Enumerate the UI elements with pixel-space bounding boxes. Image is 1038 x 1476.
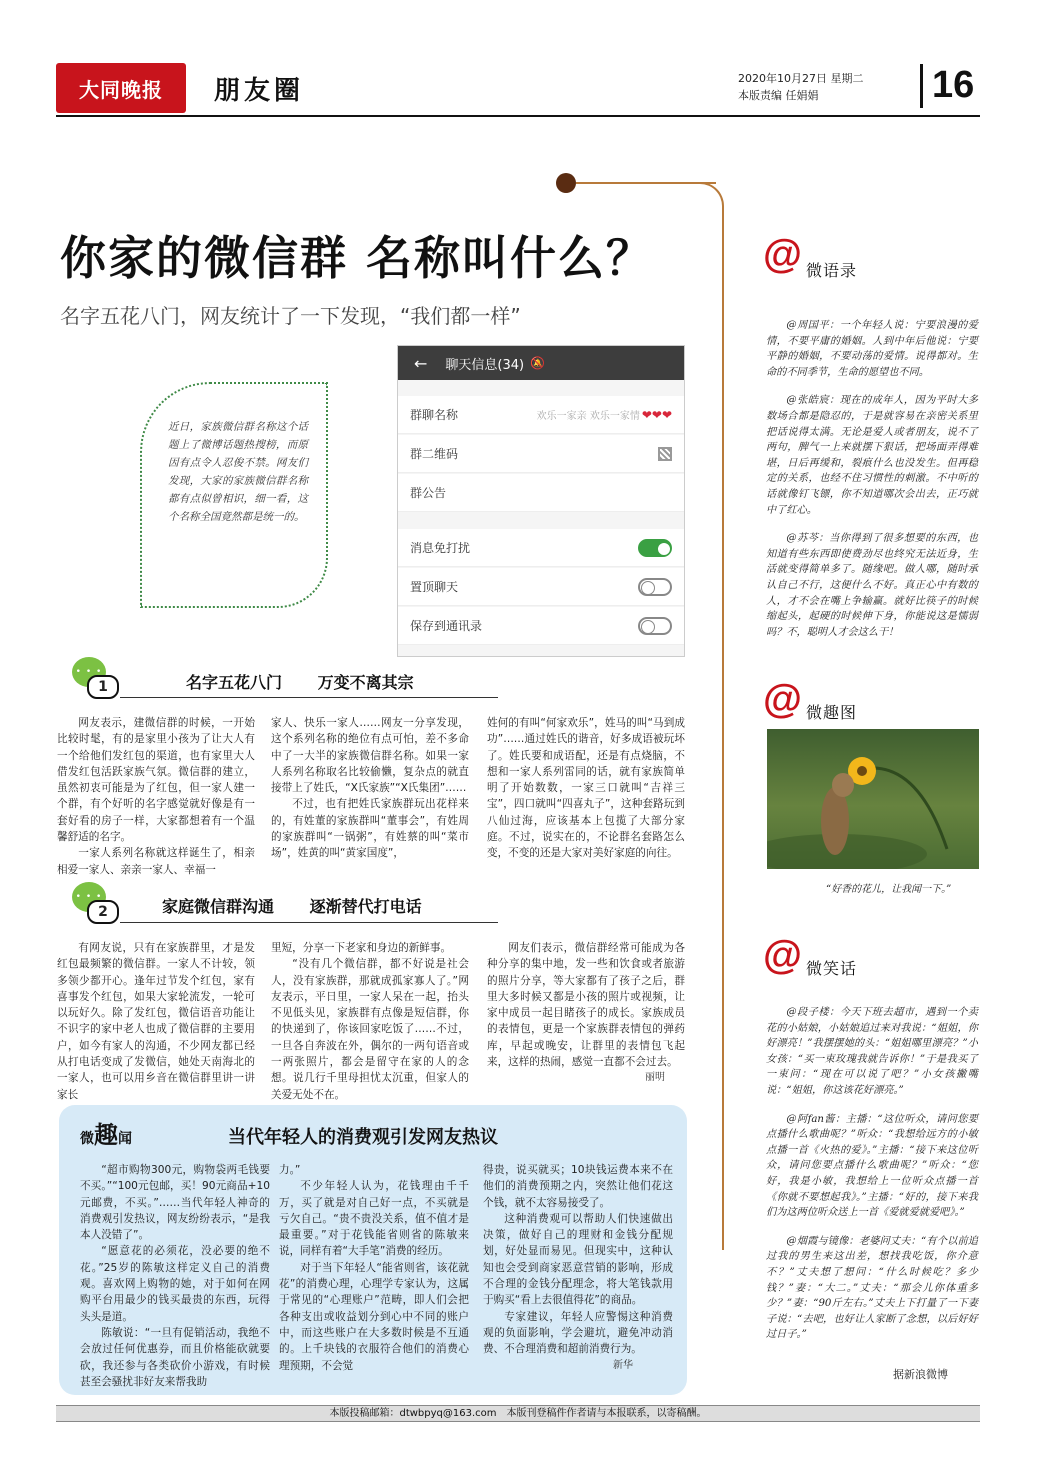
- byline: 丽明: [645, 1072, 665, 1084]
- paragraph: 网友们表示，微信群经常可能成为各种分享的集中地，发一些和饮食或者旅游的照片分享，等大家都有了孩子之后，群里大多时候又都是小孩的照片或视频，让家中成员一起目睹孩子的成长。家族成员的表情包，更是一个家族群表情包的弹药库，早起或晚安，让群里的表情包飞起来，这样的热闹，感觉一直都不会过去。: [487, 942, 685, 1069]
- pin-toggle: [638, 578, 672, 596]
- qrcode-icon: [658, 447, 672, 461]
- intro-text: 近日，家族微信群名称这个话题上了微博话题热搜榜，而原因有点令人忍俊不禁。网友们发现，大家的家族微信群名称都有点似曾相识，细一看，这个名称全国竟然都是统一的。: [168, 421, 308, 523]
- paragraph: 姓何的有叫“何家欢乐”，姓马的叫“马到成功”……通过姓氏的谐音，好多成语被玩坏了。姓氏要和成语配，还是有点烧脑，不想和一家人系列雷同的话，就有家族简单明了开始数数，一家三口就叫“吉祥三宝”，四口就叫“四喜丸子”，这种套路玩到八仙过海，应该基本上包揽了大部分家庭。不过，说实在的，不论群名套路怎么变，不变的还是大家对美好家庭的向往。: [487, 717, 685, 860]
- group-name-value: 欢乐一家亲 欢乐一家情: [536, 411, 640, 422]
- intro-box: [140, 382, 328, 608]
- sidebar-source: 据新浪微博: [893, 1368, 948, 1381]
- wechat-screenshot: [397, 345, 685, 657]
- sidebar-weiyu-text: [766, 318, 978, 653]
- box-col2: [279, 1162, 469, 1374]
- section-title: 家庭微信群沟通 逐渐替代打电话: [162, 897, 422, 916]
- row-group-notice: [398, 474, 684, 512]
- section1-col1: [57, 715, 255, 878]
- paragraph: 网友表示，建微信群的时候，一开始比较时髦，有的是家里小孩为了让大人有一个给他们发红包的渠道，也有家里大人借发红包活跃家族气氛。微信群的建立，虽然初衷可能是为了红包，但一家人建一个群，有个好听的名字感觉就好像是有一套好看的房子一样，大家都想着有一个温馨舒适的名字。: [57, 717, 255, 844]
- paragraph: 里短，分享一下老家和身边的新鲜事。: [271, 942, 452, 954]
- section2-col1: [57, 940, 255, 1103]
- mute-toggle: [638, 539, 672, 557]
- byline: 新华: [613, 1359, 633, 1371]
- at-icon: @: [763, 933, 803, 977]
- paragraph: 不少年轻人认为，花钱理由千千万，买了就是对自己好一点，不买就是亏欠自己。“贵不贵没关系，值不值才是最重要。”对于花钱能省则省的陈敏来说，同样有着“大手笔”消费的经历。: [279, 1180, 469, 1258]
- section1-col3: [487, 715, 685, 862]
- footer-bar: 本版投稿邮箱：dtwbpyq@163.com 本版刊登稿件作者请与本报联系，以寄稿酬。: [56, 1405, 980, 1422]
- section-number: 2: [87, 900, 119, 924]
- sidebar-title-weixiao: 微笑话: [806, 959, 858, 978]
- page-editor: 本版责编 任娟娟: [738, 89, 819, 102]
- paragraph: 一家人系列名称就这样诞生了，相亲相爱一家人、亲亲一家人、幸福一: [57, 847, 255, 876]
- at-icon: @: [763, 232, 803, 276]
- paragraph: 这种消费观可以帮助人们快速做出决策，做好自己的理财和金钱分配规划，好处显而易见。但现实中，这种认知也会受到商家恶意营销的影响，形成不合理的金钱分配理念，将大笔钱款用于购买“看上去很值得花”的商品。: [483, 1212, 673, 1307]
- joke-entry: @段子楼：今天下班去超市，遇到一个卖花的小姑娘，小姑娘追过来对我说：“姐姐，你好漂亮！”我摆摆她的头：“姐姐哪里漂亮？”小女孩：“买一束玫瑰我就告诉你！”于是我买了一束问：“现在可以说了吧？”小女孩撇嘴说：“姐姐，你这该花好漂亮。”: [766, 1007, 978, 1096]
- masthead-rule: [56, 115, 980, 117]
- decor-curve: [700, 182, 724, 212]
- row-label: 保存到通讯录: [410, 619, 483, 633]
- paragraph: 专家建议，年轻人应警惕这种消费观的负面影响，学会避坑，避免冲动消费、不合理消费和超前消费行为。: [483, 1310, 673, 1356]
- paragraph: “超市购物300元，购物袋两毛钱要不买。”“100元包邮，买！90元商品+10元邮费，不买。”……当代年轻人神奇的消费观引发热议，网友纷纷表示，“是我本人没错了”。: [80, 1164, 270, 1242]
- paragraph: 力。”: [279, 1164, 301, 1176]
- joke-entry: @阿fan酱：主播：“这位听众，请问您要点播什么歌曲呢？”听众：“我想给远方的小敏点播一首《火热的爱》。”主播：“接下来这位听众，请问您要点播什么歌曲呢？”听众：“您好，我是小敏，我想给上一位听众点播一首《你就不要想起我》。”主播：“好的，接下来我们为这两位听众送上一首《爱就爱就爱吧》。”: [766, 1113, 978, 1219]
- row-label: 群公告: [410, 486, 447, 500]
- row-label: 置顶聊天: [410, 580, 459, 594]
- newspaper-logo: 大同晚报: [56, 63, 186, 113]
- paragraph: 家人、快乐一家人……网友一分享发现，这个系列名称的绝位有点可怕，差不多命中了一大半的家族微信群名称。如果一家人系列名称取名比较偷懒，复杂点的就直接带上了姓氏，“X氏家族”“X氏集团”……: [271, 717, 469, 795]
- row-group-qrcode: [398, 435, 684, 473]
- paragraph: 对于当下年轻人“能省则省，该花就花”的消费心理，心理学专家认为，这属于常见的“心理账户”范畴，即人们会把各种支出或收益划分到心中不同的账户中，而这些账户在大多数时候是不互通的。上千块钱的衣服符合他们的消费心理预期，不会觉: [279, 1261, 469, 1372]
- row-save-contacts: [398, 607, 684, 645]
- box-col1: [80, 1162, 270, 1390]
- section-number: 1: [87, 675, 119, 699]
- paragraph: 陈敏说：“一旦有促销活动，我绝不会放过任何优惠券，而且价格能砍就要砍，我还参与各类砍价小游戏，有时候甚至会骚扰非好友来帮我助: [80, 1326, 270, 1388]
- article-headline: 你家的微信群 名称叫什么？: [60, 231, 655, 285]
- box-title: 当代年轻人的消费观引发网友热议: [228, 1127, 498, 1148]
- sidebar-title-weiyu: 微语录: [806, 261, 858, 280]
- sidebar-title-weiqu: 微趣图: [806, 703, 858, 722]
- page-number: 16: [932, 64, 975, 106]
- paragraph: 有网友说，只有在家族群里，才是发红包最频繁的微信群。一家人不计较，领多领少都开心。逢年过节发个红包，家有喜事发个红包，如果大家轮流发，一轮可以玩好久。除了发红包，微信语音功能让不识字的家中老人也成了微信群的主要用户，如今有家人的沟通，不少网友都已经从打电话变成了发微信，她处天南海北的一家人，也可以用乡音在微信群里讲一讲家长: [57, 942, 255, 1101]
- heart-icon: ❤❤❤: [641, 407, 672, 422]
- paragraph: “没有几个微信群，都不好说是社会人，没有家族群，那就成孤家寡人了。”网友表示，平日里，一家人呆在一起，抬头不见低头见，家族群有点像是短信群，你的快递到了，你该回家吃饭了……不过，一旦各自奔波在外，偶尔的一两句语音或一两张照片，都会是留守在家的人的念想。说几行千里母担忧太沉重，但家人的关爱无处不在。: [271, 958, 469, 1101]
- section1-col2: [271, 715, 469, 862]
- microblog-entry: @张皓宸：现在的成年人，因为平时大多数场合都是隐忍的，于是就容易在亲密关系里把话说得太满。无论是爱人或者朋友，说不了两句，脾气一上来就摆下狠话，把场面弄得难堪，日后再缓和，裂痕什么也没发生。但再稳定的关系，也经不住习惯性的刺激。不中听的话就像钉飞镖，你不知道哪次会出去，正巧就中了红心。: [766, 395, 978, 516]
- row-label: 群聊名称: [410, 408, 459, 422]
- decor-vertical-line: [722, 210, 724, 1250]
- microblog-entry: @苏芩：当你得到了很多想要的东西，也知道有些东西即使费劲尽也终究无法近身，生活就变得简单多了。随缘吧。做人哪，随时承认自己不行，这便什么不好。真正心中有数的人，才不会在嘴上争输赢。就好比筷子的时候缩起头，起硬的时候伸下身，你能说这是懦弱吗？不，聪明人才会这么干！: [766, 533, 978, 638]
- wechat-title-bar: [398, 346, 684, 380]
- save-toggle: [638, 617, 672, 635]
- section-rule: [120, 922, 498, 923]
- section-title: 名字五花八门 万变不离其宗: [186, 673, 414, 692]
- chat-info-title: 聊天信息(34): [445, 357, 525, 373]
- paragraph: 得贵，说买就买；10块钱运费本来不在他们的消费预期之内，突然让他们花这个钱，就不太容易接受了。: [483, 1164, 673, 1209]
- section2-col2: [271, 940, 469, 1103]
- row-pin: [398, 568, 684, 606]
- photo-illustration: [767, 729, 979, 869]
- sidebar-weixiao-text: [766, 1005, 978, 1356]
- photo-caption: “好香的花儿，让我闻一下。”: [826, 884, 952, 895]
- box-col3: [483, 1162, 673, 1374]
- at-icon: @: [763, 677, 803, 721]
- tag-char: 微: [80, 1131, 94, 1147]
- paragraph: “愿意花的必须花，没必要的绝不花。”25岁的陈敏这样定义自己的消费观。喜欢网上购物的她，对于如何在网购平台用最少的钱买最贵的东西，玩得头头是道。: [80, 1245, 270, 1323]
- microblog-entry: @周国平：一个年轻人说：宁要浪漫的爱情，不要平庸的婚姻。人到中年后他说：宁要平静的婚姻，不要动荡的爱情。说得都对。生命的不同季节，生命的愿望也不同。: [766, 320, 978, 378]
- section-name: 朋友圈: [214, 76, 305, 106]
- row-mute: [398, 529, 684, 567]
- row-label: 消息免打扰: [410, 541, 471, 555]
- tag-char-big: 趣: [94, 1120, 118, 1149]
- joke-entry: @烟霞与镜像：老婆问丈夫：“有个以前追过我的男生来这出差，想找我吃饭，你介意不？”丈夫想了想问：“什么时候吃？多少钱？”妻：“大二。”丈夫：“那会儿你体重多少？”妻：“90斤左右。”丈夫上下打量了一下妻子说：“去吧，也好让人家断了念想，以后好好过日子。”: [766, 1235, 978, 1341]
- masthead-divider: [920, 64, 923, 108]
- issue-date: 2020年10月27日 星期二: [738, 72, 864, 85]
- article-subheadline: 名字五花八门，网友统计了一下发现，“我们都一样”: [60, 304, 521, 328]
- row-group-name: [398, 396, 684, 434]
- row-label: 群二维码: [410, 447, 459, 461]
- squirrel-flower-photo: [767, 729, 979, 869]
- decor-line: [576, 182, 716, 184]
- box-tag: [80, 1115, 132, 1150]
- masthead-date-editor: [738, 70, 864, 104]
- mute-bell-icon: 🔕: [530, 356, 546, 370]
- paragraph: 不过，也有把姓氏家族群玩出花样来的，有姓董的家族群叫“董事会”，有姓周的家族群叫“一锅粥”，有姓蔡的叫“菜市场”，姓黄的叫“黄家国度”，: [271, 798, 469, 860]
- decor-dot: [556, 173, 576, 193]
- back-arrow-icon: ←: [414, 353, 428, 373]
- section2-col3: [487, 940, 685, 1087]
- tag-char: 闻: [118, 1131, 132, 1147]
- section-rule: [120, 697, 498, 698]
